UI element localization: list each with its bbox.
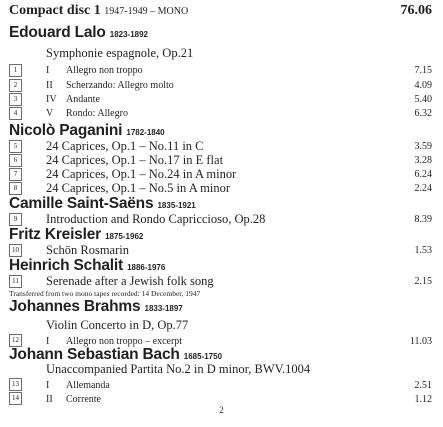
composer-name: Johannes Brahms bbox=[9, 298, 141, 315]
composer-name: Heinrich Schalit bbox=[9, 257, 123, 274]
track-duration: 7.15 bbox=[414, 65, 432, 76]
track-duration: 1.12 bbox=[414, 394, 432, 405]
track-duration: 2.51 bbox=[414, 380, 432, 391]
work-title: Violin Concerto in D, Op.77 bbox=[46, 318, 189, 332]
track-number: 3 bbox=[9, 93, 22, 106]
track-duration: 4.09 bbox=[414, 80, 432, 91]
track-number: 8 bbox=[9, 182, 22, 195]
movement-number: II bbox=[46, 394, 53, 405]
track-duration: 2.15 bbox=[414, 276, 432, 287]
composer-heading bbox=[9, 122, 165, 140]
track-title: 24 Caprices, Op.1 – No.17 in E flat bbox=[46, 153, 224, 167]
movement-number: II bbox=[46, 80, 53, 91]
track-number: 10 bbox=[9, 244, 22, 257]
track-number: 14 bbox=[9, 392, 22, 405]
composer-name: Fritz Kreisler bbox=[9, 226, 101, 243]
composer-years: 1875-1962 bbox=[105, 232, 144, 241]
movement-number: IV bbox=[46, 94, 57, 105]
track-duration: 8.39 bbox=[414, 214, 432, 225]
track-number: 6 bbox=[9, 154, 22, 167]
track-title bbox=[46, 394, 101, 405]
composer-years: 1835-1921 bbox=[157, 201, 196, 210]
composer-name: Edouard Lalo bbox=[9, 24, 106, 41]
disc-years: 1947-1949 – MONO bbox=[104, 6, 189, 17]
track-title: 24 Caprices, Op.1 – No.11 in C bbox=[46, 139, 204, 153]
disc-title: Compact disc 1 bbox=[9, 3, 101, 18]
composer-years: 1886-1976 bbox=[127, 263, 166, 272]
composer-name: Nicolò Paganini bbox=[9, 122, 123, 139]
composer-heading bbox=[9, 226, 143, 244]
track-title: 24 Caprices, Op.1 – No.24 in A minor bbox=[46, 167, 237, 181]
movement-title: Allemanda bbox=[66, 380, 110, 391]
composer-years: 1833-1897 bbox=[144, 304, 183, 313]
track-number: 13 bbox=[9, 378, 22, 391]
track-title bbox=[46, 80, 174, 91]
recording-note: Transferred from two mono tapes recorded: 14 December, 1947 bbox=[9, 289, 201, 298]
composer-years: 1782-1840 bbox=[126, 128, 165, 137]
composer-name: Johann Sebastian Bach bbox=[9, 346, 180, 363]
track-number: 2 bbox=[9, 79, 22, 92]
movement-title: Scherzando: Allegro molto bbox=[66, 80, 174, 91]
track-title: 24 Caprices, Op.1 – No.5 in A minor bbox=[46, 181, 231, 195]
track-title: Schön Rosmarin bbox=[46, 243, 129, 257]
composer-heading bbox=[9, 195, 196, 213]
track-title: Serenade after a Jewish folk song bbox=[46, 274, 214, 288]
composer-years: 1685-1750 bbox=[183, 352, 223, 361]
composer-heading bbox=[9, 24, 148, 42]
track-title: Introduction and Rondo Capriccioso, Op.28 bbox=[46, 212, 266, 226]
movement-title: Rondo: Allegro bbox=[66, 108, 128, 119]
work-title: Symphonie espagnole, Op.21 bbox=[46, 46, 194, 60]
movement-number: I bbox=[46, 65, 50, 76]
track-number: 4 bbox=[9, 107, 22, 120]
movement-title: Corrente bbox=[66, 394, 101, 405]
track-title bbox=[46, 380, 110, 391]
track-duration: 2.24 bbox=[414, 183, 432, 194]
work-title: Unaccompanied Partita No.2 in D minor, BWV.1004 bbox=[46, 362, 311, 376]
track-title bbox=[46, 94, 100, 105]
composer-heading bbox=[9, 298, 183, 316]
movement-title: Allegro non troppo bbox=[66, 65, 143, 76]
movement-title: Andante bbox=[66, 94, 100, 105]
page-number: 2 bbox=[219, 405, 224, 415]
track-number: 5 bbox=[9, 140, 22, 153]
composer-years: 1823-1892 bbox=[109, 30, 149, 39]
disc-heading bbox=[9, 3, 188, 19]
track-duration: 6.32 bbox=[414, 108, 432, 119]
track-duration: 5.40 bbox=[414, 94, 432, 105]
movement-number: V bbox=[46, 108, 54, 119]
track-number: 12 bbox=[9, 334, 22, 347]
total-duration: 76.06 bbox=[400, 3, 432, 18]
track-title bbox=[46, 108, 128, 119]
track-duration: 1.53 bbox=[414, 245, 432, 256]
track-number: 9 bbox=[9, 213, 22, 226]
track-duration: 6.24 bbox=[414, 169, 432, 180]
track-title bbox=[46, 65, 143, 76]
movement-number: I bbox=[46, 380, 50, 391]
track-number: 1 bbox=[9, 64, 22, 77]
track-number: 7 bbox=[9, 168, 22, 181]
track-duration: 3.59 bbox=[414, 141, 432, 152]
track-number: 11 bbox=[9, 275, 22, 288]
composer-name: Camille Saint-Saëns bbox=[9, 195, 154, 212]
movement-number: I bbox=[46, 336, 50, 347]
track-duration: 11.03 bbox=[409, 336, 432, 347]
composer-heading bbox=[9, 257, 165, 275]
track-duration: 3.28 bbox=[414, 155, 432, 166]
movement-title: Allegro non troppo – excerpt bbox=[66, 336, 183, 347]
